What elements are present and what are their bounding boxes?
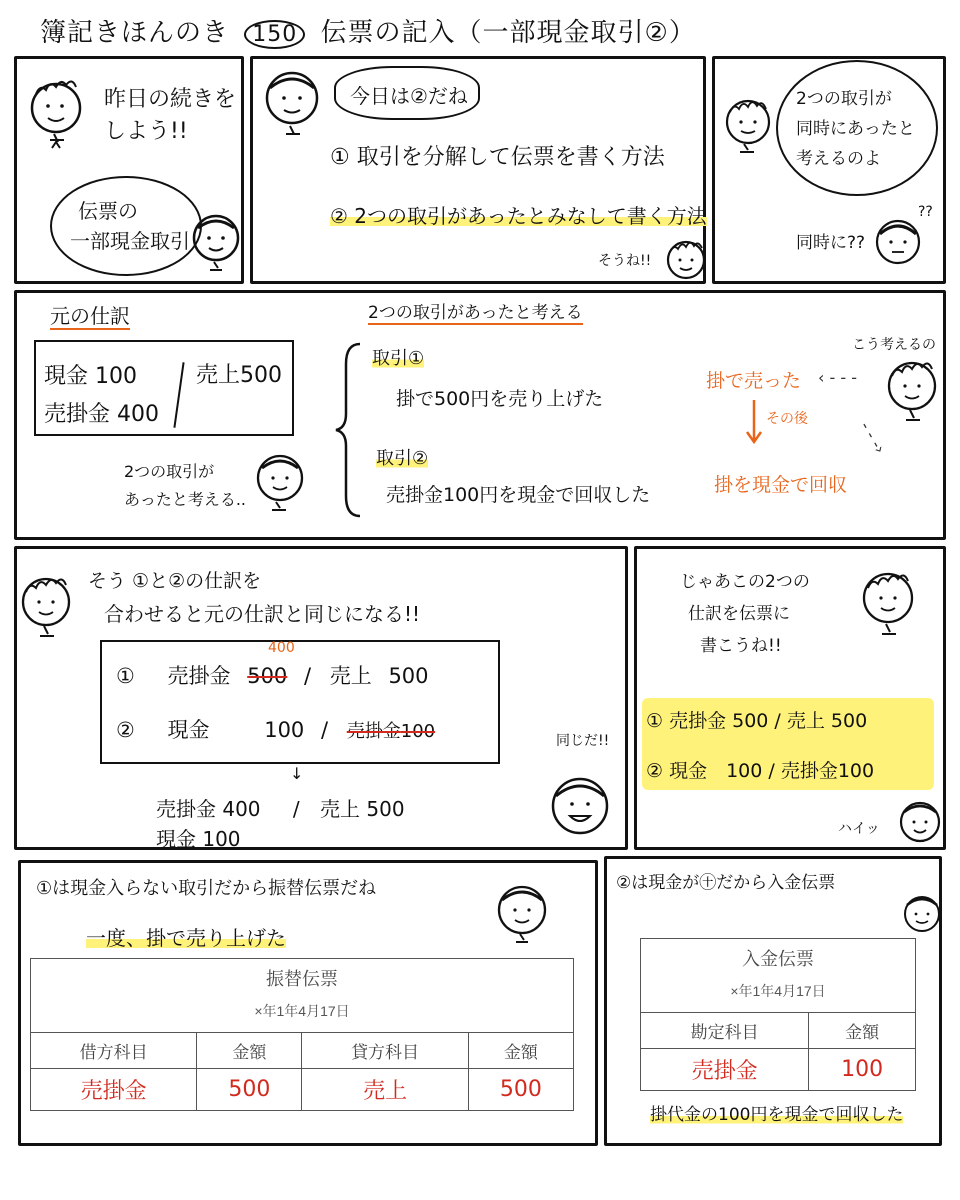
- character-b-face: [494, 880, 552, 946]
- episode-number: 150: [244, 20, 305, 49]
- original-debit: [44, 358, 159, 434]
- character-a-face: [884, 356, 940, 428]
- trade-1-label: 取引①: [372, 348, 425, 369]
- character-a-face: [722, 94, 774, 160]
- debit-row: 売掛金 400: [44, 402, 160, 427]
- panel5-line2: 合わせると元の仕訳と同じになる!!: [104, 602, 421, 626]
- col-amount: 金額: [809, 1013, 916, 1049]
- receipt-slip-title: 入金伝票: [742, 949, 814, 969]
- combined-entries-box: [100, 640, 500, 764]
- panel2-bubble-text: 今日は②だね: [350, 84, 468, 108]
- transfer-slip-title: 振替伝票: [266, 969, 338, 989]
- panel8-caption: ②は現金が㊉だから入金伝票: [616, 873, 836, 893]
- same-exclaim: 同じだ!!: [556, 733, 610, 749]
- flow-bottom: 掛を現金で回収: [714, 474, 848, 496]
- flow-arrow-diag: - - -›: [856, 418, 890, 457]
- transfer-slip-date: ×年1年4月17日: [254, 1003, 350, 1019]
- think-caption: こう考えるの: [852, 337, 936, 353]
- result-entry: [156, 794, 405, 854]
- panel4-caption-line1: 2つの取引が: [124, 462, 215, 481]
- panel4-caption: [124, 458, 246, 514]
- flow-arrow-left: ‹ - - -: [818, 368, 857, 387]
- series-title: 簿記きほんのき: [40, 18, 230, 48]
- receipt-slip-header: [641, 939, 916, 1013]
- col-debit-amount: 金額: [197, 1033, 302, 1069]
- panel2-reply: そうね!!: [598, 253, 652, 269]
- character-a-face: [26, 78, 90, 158]
- transfer-slip-header: [31, 959, 574, 1033]
- entry-row-2: ② 現金 100 / 売掛金100: [116, 718, 436, 742]
- panel5-line1: そう ①と②の仕訳を: [88, 570, 262, 592]
- method-2: [330, 200, 707, 229]
- flow-top: 掛で売った: [706, 370, 802, 392]
- panel1-speech-line2: しよう!!: [104, 119, 188, 144]
- panel8-note: [650, 1100, 903, 1125]
- character-b-face: [254, 450, 310, 518]
- col-credit-amount: 金額: [468, 1033, 573, 1069]
- amount-value: 100: [809, 1049, 916, 1091]
- trade-1-text: 掛で500円を売り上げた: [396, 388, 604, 410]
- receipt-slip-date: ×年1年4月17日: [730, 983, 826, 999]
- two-trades-heading: [368, 298, 583, 323]
- credit-account-value: 売上: [302, 1069, 468, 1111]
- flow-down-arrow: [744, 398, 764, 446]
- result-arrow: ↓: [290, 764, 304, 783]
- panel3-bubble-line2: 同時にあったと: [796, 119, 915, 139]
- col-credit-account: 貸方科目: [302, 1033, 468, 1069]
- character-a-face: [858, 566, 918, 640]
- receipt-slip: [640, 938, 916, 1091]
- panel7-note-text: 一度、掛で売り上げた: [86, 926, 286, 950]
- panel6-line1: じゃあこの2つの: [680, 572, 810, 592]
- panel1-bubble-text: [70, 196, 190, 256]
- account-value: 売掛金: [641, 1049, 809, 1091]
- debit-amount-value: 500: [197, 1069, 302, 1111]
- panel6-reply: ハイッ: [838, 821, 880, 837]
- col-debit-account: 借方科目: [31, 1033, 197, 1069]
- flow-mid: その後: [766, 411, 808, 427]
- method-2-text: ② 2つの取引があったとみなして書く方法: [330, 204, 707, 228]
- original-entry-heading-text: 元の仕訳: [50, 304, 130, 328]
- panel1-bubble-line2: 一部現金取引: [70, 229, 190, 253]
- brace: [334, 340, 364, 520]
- result-row: 売掛金 400 / 売上 500: [156, 797, 405, 821]
- panel3-bubble-line1: 2つの取引が: [796, 89, 892, 109]
- panel3-bubble-text: [796, 84, 915, 174]
- character-b-face: [262, 68, 328, 144]
- debit-row: 現金 100: [44, 364, 138, 389]
- character-b-face: [900, 890, 942, 938]
- original-credit: 売上500: [196, 363, 283, 388]
- original-entry-heading: [50, 300, 130, 329]
- panel3-question: 同時に??: [796, 233, 866, 253]
- credit-amount-value: 500: [468, 1069, 573, 1111]
- col-account: 勘定科目: [641, 1013, 809, 1049]
- panel6-row-1: ① 売掛金 500 / 売上 500: [646, 710, 868, 732]
- page-title: [40, 12, 696, 49]
- panel3-bubble-line3: 考えるのよ: [796, 149, 881, 169]
- two-trades-heading-text: 2つの取引があったと考える: [368, 303, 583, 323]
- entry-row-1: ① 売掛金 500 / 売上 500: [116, 664, 429, 688]
- correction-400: 400: [268, 640, 295, 656]
- panel8-note-text: 掛代金の100円を現金で回収した: [650, 1105, 904, 1125]
- panel4-caption-line2: あったと考える..: [124, 490, 247, 509]
- panel7-caption: ①は現金入らない取引だから振替伝票だね: [36, 878, 377, 899]
- transfer-slip: [30, 958, 574, 1111]
- character-b-face: [548, 774, 614, 840]
- result-row: 現金 100: [156, 827, 241, 851]
- panel6-text: [680, 566, 810, 662]
- debit-account-value: 売掛金: [31, 1069, 197, 1111]
- character-a-face: [18, 572, 74, 644]
- method-1: ① 取引を分解して伝票を書く方法: [330, 145, 665, 170]
- panel7-note: [86, 922, 286, 951]
- panel1-speech: [104, 84, 236, 148]
- panel3-marks: ??: [918, 204, 933, 220]
- character-a-face: [664, 236, 708, 280]
- character-b-face: [896, 796, 942, 846]
- panel1-bubble-line1: 伝票の: [78, 199, 138, 223]
- trade-2-label: 取引②: [376, 448, 429, 469]
- topic-title: 伝票の記入（一部現金取引②）: [320, 18, 696, 48]
- character-b-face: [872, 214, 924, 278]
- panel6-line3: 書こうね!!: [700, 636, 782, 656]
- character-b-face: [190, 210, 246, 280]
- panel6-row-2: ② 現金 100 / 売掛金100: [646, 760, 875, 782]
- panel1-speech-line1: 昨日の続きを: [104, 87, 237, 112]
- panel6-line2: 仕訳を伝票に: [688, 604, 790, 624]
- trade-2-text: 売掛金100円を現金で回収した: [386, 484, 651, 506]
